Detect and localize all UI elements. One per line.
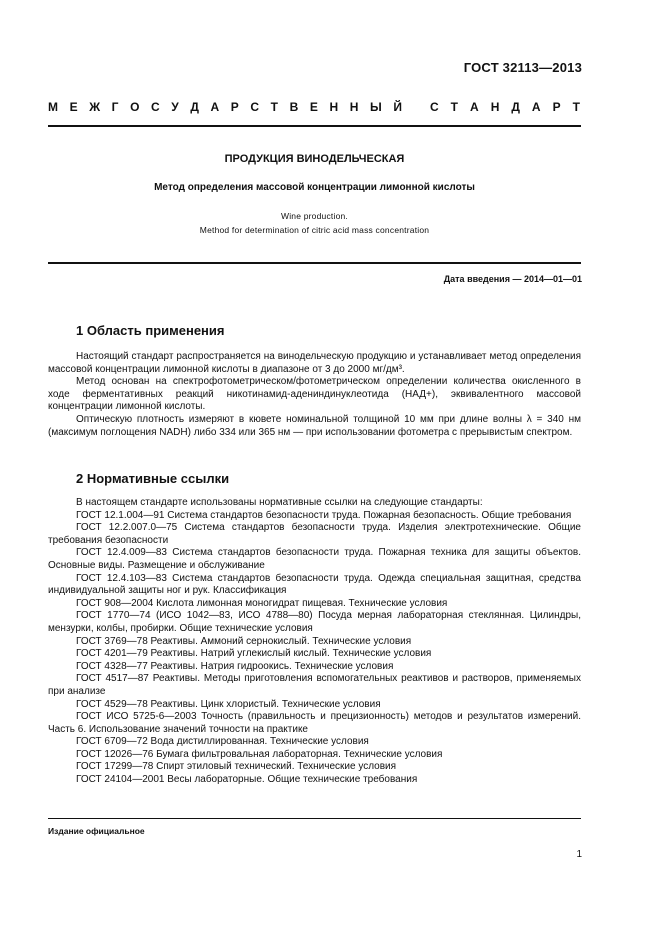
banner-letter: Т: [450, 100, 459, 114]
reference-item: ГОСТ 3769—78 Реактивы. Аммоний сернокислый. Технические условия: [76, 635, 412, 647]
reference-item: ГОСТ 12.4.103—83 Система стандартов безопасности труда. Одежда специальная защитная, средства индивидуальной защиты ног и рук. Классификация: [48, 572, 581, 597]
reference-item: ГОСТ 12.4.009—83 Система стандартов безопасности труда. Пожарная техника для защиты объектов. Основные виды. Размещение и обслуживание: [48, 547, 581, 571]
english-title-line-2: Method for determination of citric acid mass concentration: [199, 225, 430, 235]
reference-item: ГОСТ 12.2.007.0—75 Система стандартов безопасности труда. Изделия электротехнические. Общие требования безопасности: [48, 522, 581, 546]
english-title-line-1: Wine production.: [281, 211, 348, 221]
banner-letter: В: [289, 100, 299, 114]
banner-letter: М: [48, 100, 58, 114]
reference-item: ГОСТ 4529—78 Реактивы. Цинк хлористый. Технические условия: [76, 698, 381, 710]
banner-letter: Ж: [89, 100, 101, 114]
banner-letter: Е: [69, 100, 78, 114]
banner-letter: Д: [511, 100, 520, 114]
paragraph: Метод основан на спектрофотометрическом/фотометрическом определении количества окисленного в ходе ферментативных реакций никотинамид-адениндинуклеотида (НАД+), эквивалентного массовой концентрации лимонной кислоты.: [48, 376, 581, 413]
banner-letter: Е: [309, 100, 318, 114]
banner-word-interstate: [48, 100, 402, 114]
reference-item: ГОСТ 6709—72 Вода дистиллированная. Технические условия: [76, 736, 369, 748]
paragraph: Оптическую плотность измеряют в кювете номинальной толщиной 10 мм при длине волны λ = 340 нм (максимум поглощения NADH) либо 334 или 365 нм — при использовании фотометра с прерывистым спектром.: [48, 413, 581, 438]
banner-letter: А: [210, 100, 220, 114]
banner-letter: Т: [572, 100, 580, 114]
reference-item: ГОСТ 4328—77 Реактивы. Натрия гидроокись. Технические условия: [76, 660, 394, 672]
document-subtitle: Метод определения массовой концентрации лимонной кислоты: [154, 182, 475, 193]
banner-letter: Н: [329, 100, 339, 114]
header-rule: [48, 125, 581, 127]
banner-word-standard: [430, 100, 580, 114]
reference-item: ГОСТ 12026—76 Бумага фильтровальная лабораторная. Технические условия: [76, 748, 443, 760]
document-title: ПРОДУКЦИЯ ВИНОДЕЛЬЧЕСКАЯ: [224, 153, 405, 165]
banner-letter: Т: [270, 100, 278, 114]
reference-item: ГОСТ ИСО 5725-6—2003 Точность (правильность и прецизионность) методов и результатов измерений. Часть 6. Использование значений точности на практике: [48, 711, 581, 735]
reference-item: ГОСТ 908—2004 Кислота лимонная моногидрат пищевая. Технические условия: [76, 597, 448, 609]
reference-item: ГОСТ 12.1.004—91 Система стандартов безопасности труда. Пожарная безопасность. Общие требования: [76, 509, 572, 521]
section-heading-scope: 1 Область применения: [76, 323, 225, 338]
official-edition-label: Издание официальное: [48, 826, 145, 836]
banner-letter: Д: [190, 100, 199, 114]
banner-letter: С: [430, 100, 439, 114]
title-rule: [48, 262, 581, 264]
interstate-standard-banner: [48, 100, 580, 114]
banner-letter: Й: [393, 100, 402, 114]
banner-letter: С: [151, 100, 160, 114]
reference-item: ГОСТ 24104—2001 Весы лабораторные. Общие технические требования: [76, 774, 418, 786]
section-heading-normative-references: 2 Нормативные ссылки: [76, 471, 230, 486]
reference-item: ГОСТ 4517—87 Реактивы. Методы приготовления вспомогательных реактивов и растворов, применяемых при анализе: [48, 673, 581, 697]
banner-letter: А: [531, 100, 541, 114]
reference-item: ГОСТ 4201—79 Реактивы. Натрий углекислый кислый. Технические условия: [76, 648, 432, 660]
introduction-date: Дата введения — 2014—01—01: [443, 274, 582, 284]
banner-letter: Г: [111, 100, 119, 114]
banner-letter: У: [171, 100, 179, 114]
banner-letter: Н: [490, 100, 500, 114]
banner-letter: С: [250, 100, 260, 114]
paragraph: Настоящий стандарт распространяется на винодельческую продукцию и устанавливает метод определения массовой концентрации лимонной кислоты в диапазоне от 3 до 2000 мг/дм³.: [48, 351, 581, 375]
banner-letter: О: [130, 100, 140, 114]
footer-rule: [48, 818, 581, 819]
page-number: 1: [576, 849, 582, 860]
banner-letter: Р: [230, 100, 239, 114]
banner-letter: А: [470, 100, 479, 114]
banner-letter: Р: [552, 100, 561, 114]
document-number: ГОСТ 32113—2013: [463, 60, 582, 75]
banner-letter: Н: [349, 100, 359, 114]
reference-item: ГОСТ 1770—74 (ИСО 1042—83, ИСО 4788—80) Посуда мерная лабораторная стеклянная. Цилиндры, мензурки, колбы, пробирки. Общие технические условия: [48, 610, 581, 634]
paragraph: В настоящем стандарте использованы нормативные ссылки на следующие стандарты:: [76, 497, 483, 508]
section-scope-body: [48, 351, 581, 439]
section-references-body: [48, 497, 581, 787]
banner-letter: Ы: [369, 100, 382, 114]
reference-item: ГОСТ 17299—78 Спирт этиловый технический. Технические условия: [76, 761, 397, 773]
